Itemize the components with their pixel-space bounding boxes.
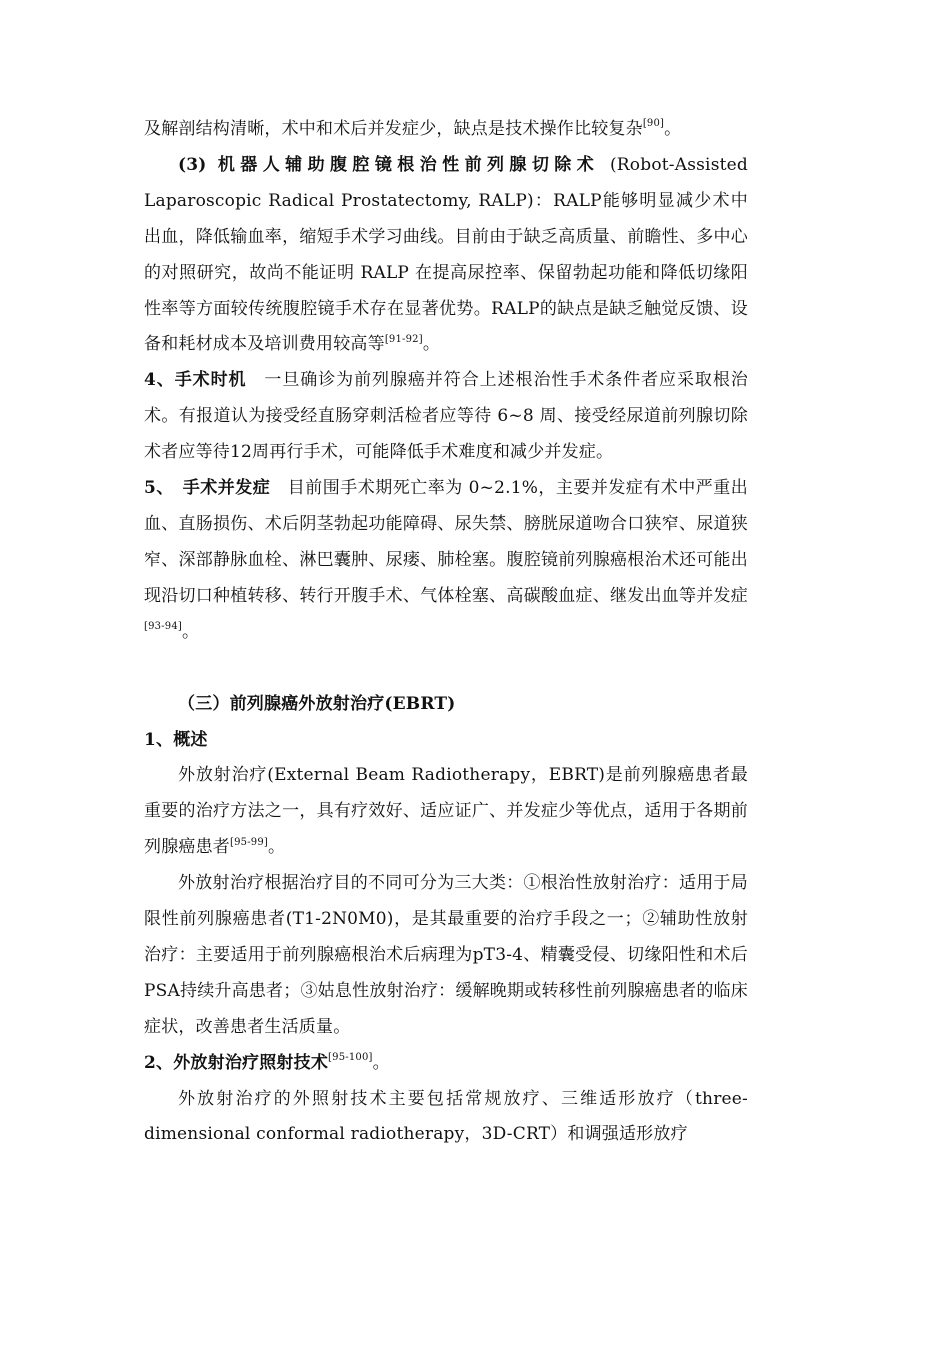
citation-ref: [90]: [642, 118, 665, 130]
item-label: (3) 机器人辅助腹腔镜根治性前列腺切除术: [178, 154, 600, 175]
paragraph-tail: 。: [372, 1052, 390, 1073]
paragraph-text: 外放射治疗(External Beam Radiotherapy，EBRT)是前列腺癌患者最重要的治疗方法之一，具有疗效好、适应证广、并发症少等优点，适用于各期前列腺癌患者: [144, 765, 748, 858]
citation-ref: [91-92]: [384, 333, 423, 345]
paragraph-ebrt-types: [144, 866, 748, 1046]
paragraph-text: 一旦确诊为前列腺癌并符合上述根治性手术条件者应采取根治术。有报道认为接受经直肠穿刺活检者应等待 6~8 周、接受经尿道前列腺切除术者应等待12周再行手术，可能降低手术难度和减少并发症。: [144, 370, 748, 463]
paragraph-tail: 。: [182, 621, 200, 642]
paragraph-tail: 。: [664, 119, 682, 139]
paragraph-tail: 。: [422, 334, 441, 355]
item-label: 5、 手术并发症: [144, 478, 271, 499]
subsection-heading-text: 2、外放射治疗照射技术: [144, 1052, 329, 1073]
section-heading: （三）前列腺癌外放射治疗(EBRT): [178, 693, 456, 714]
paragraph-ebrt-techniques: [144, 1082, 748, 1154]
subsection-heading-overview: 1、概述: [144, 729, 208, 750]
paragraph-text: 目前围手术期死亡率为 0~2.1%，主要并发症有术中严重出血、直肠损伤、术后阴茎勃起功能障碍、尿失禁、膀胱尿道吻合口狭窄、尿道狭窄、深部静脉血栓、淋巴囊肿、尿瘘、肺栓塞。腹腔镜前列腺癌根治术还可能出现沿切口种植转移、转行开腹手术、气体栓塞、高碳酸血症、继发出血等并发症: [144, 478, 748, 606]
paragraph-complications: [144, 471, 748, 651]
citation-ref: [95-99]: [230, 836, 269, 848]
section-spacer: [144, 651, 748, 687]
paragraph-ralp: [144, 148, 748, 363]
citation-ref: [93-94]: [144, 621, 183, 633]
paragraph-text: (Robot-Assisted Laparoscopic Radical Prostatectomy, RALP)：RALP能够明显减少术中出血，降低输血率，缩短手术学习曲线。目前由于缺乏高质量、前瞻性、多中心的对照研究，故尚不能证明 RALP 在提高尿控率、保留勃起功能和降低切缘阳性率等方面较传统腹腔镜手术存在显著优势。RALP的缺点是缺乏触觉反馈、设备和耗材成本及培训费用较高等: [144, 154, 748, 355]
document-body: [144, 112, 748, 1153]
paragraph-text: 外放射治疗根据治疗目的不同可分为三大类：①根治性放射治疗：适用于局限性前列腺癌患者(T1-2N0M0)，是其最重要的治疗手段之一；②辅助性放射治疗：主要适用于前列腺癌根治术后病理为pT3-4、精囊受侵、切缘阳性和术后PSA持续升高患者；③姑息性放射治疗：缓解晚期或转移性前列腺癌患者的临床症状，改善患者生活质量。: [144, 873, 748, 1037]
subsection-heading-techniques: [144, 1046, 748, 1082]
paragraph-surgery-timing: [144, 363, 748, 471]
paragraph-ebrt-intro: [144, 758, 748, 866]
paragraph-text: 外放射治疗的外照射技术主要包括常规放疗、三维适形放疗（three-dimensional conformal radiotherapy，3D-CRT）和调强适形放疗: [144, 1088, 748, 1145]
paragraph-text: 及解剖结构清晰，术中和术后并发症少，缺点是技术操作比较复杂: [144, 119, 643, 139]
citation-ref: [95-100]: [328, 1052, 373, 1063]
item-label: 4、手术时机: [144, 370, 247, 391]
paragraph-laparoscopic-summary: [144, 112, 748, 148]
paragraph-tail: 。: [268, 837, 286, 858]
